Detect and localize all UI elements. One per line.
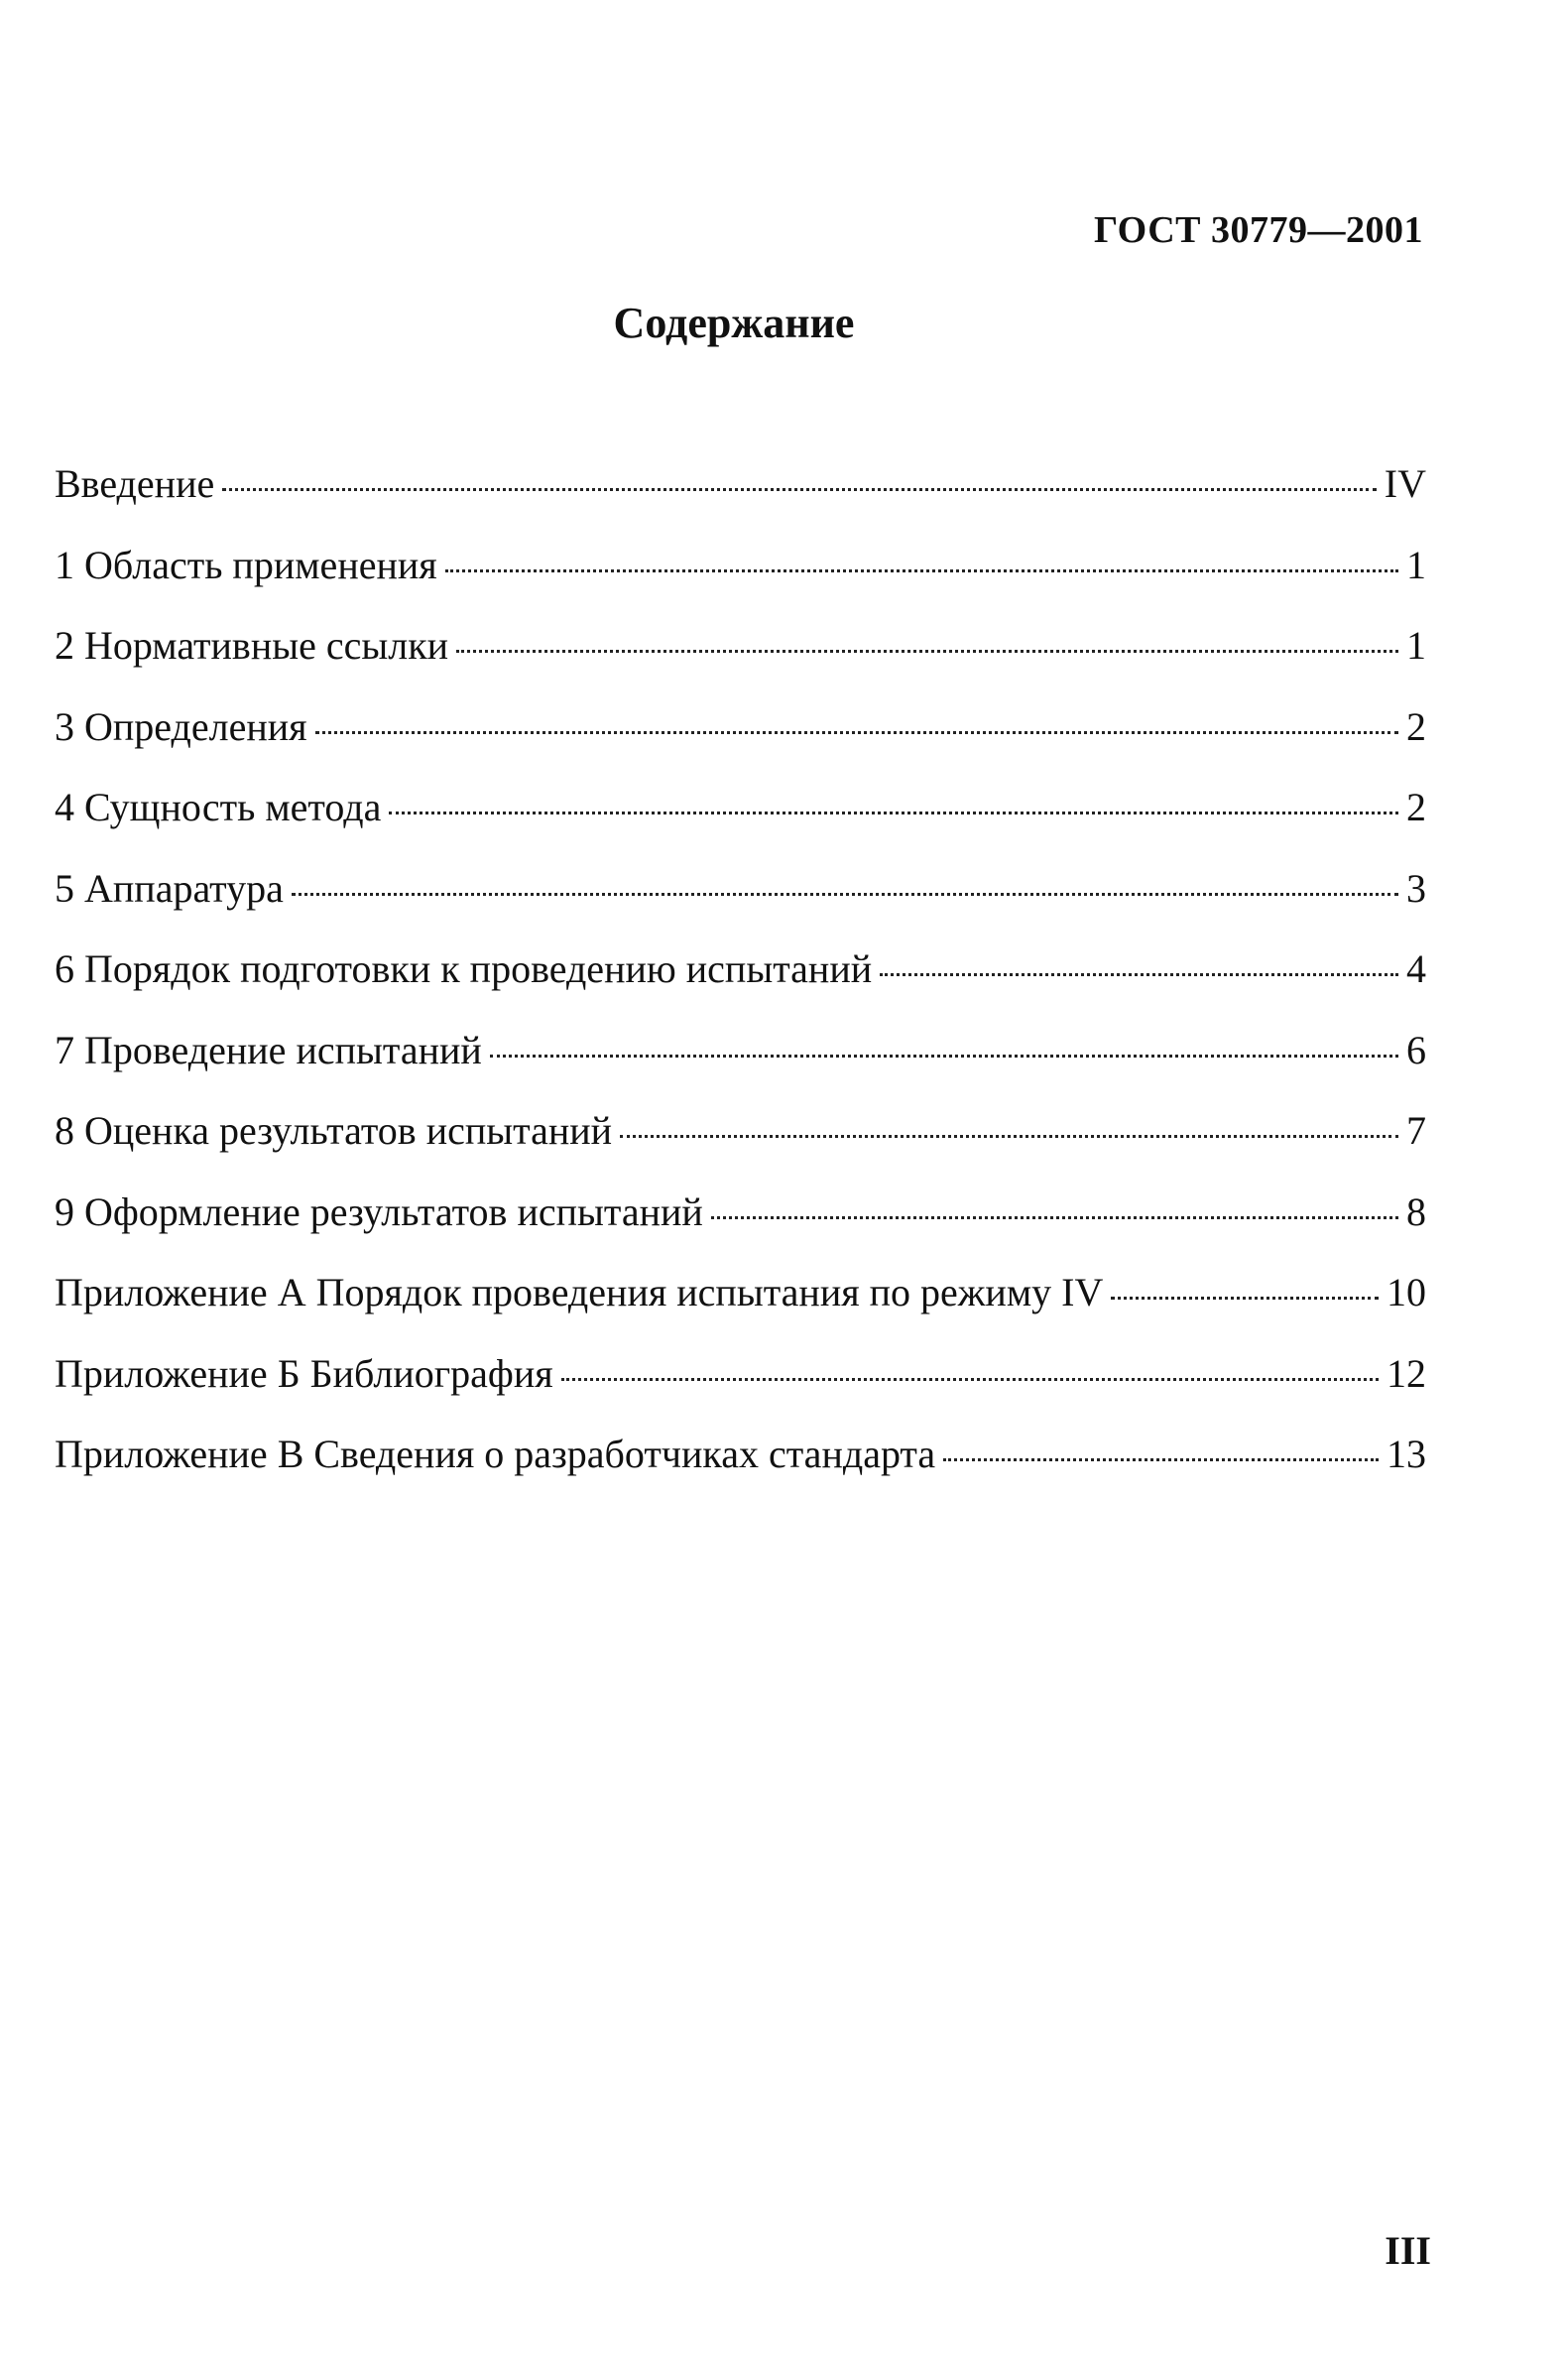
toc-dot-leader	[389, 812, 1398, 814]
toc-dot-leader	[1111, 1297, 1379, 1300]
toc-dot-leader	[222, 488, 1377, 491]
toc-entry-label: 6 Порядок подготовки к проведению испытаний	[55, 946, 873, 991]
toc-entry-label: 4 Сущность метода	[55, 785, 382, 829]
toc-entry-label: 1 Область применения	[55, 542, 437, 587]
toc-dot-leader	[711, 1216, 1398, 1219]
toc-entry-label: Приложение В Сведения о разработчиках стандарта	[55, 1432, 936, 1476]
toc-entry-label: Введение	[55, 461, 215, 506]
toc-title: Содержание	[613, 299, 855, 347]
toc-entry-definitions[interactable]	[55, 703, 1426, 789]
toc-dot-leader	[292, 893, 1398, 896]
table-of-contents	[55, 461, 1426, 1516]
toc-entry-page: 2	[1406, 785, 1426, 829]
toc-entry-page: 10	[1387, 1270, 1426, 1314]
toc-dot-leader	[315, 731, 1398, 734]
toc-entry-page: 7	[1406, 1108, 1426, 1153]
document-code: ГОСТ 30779—2001	[1093, 209, 1423, 251]
toc-entry-page: 4	[1406, 946, 1426, 991]
toc-entry-appendix-a[interactable]	[55, 1270, 1426, 1354]
toc-entry-scope[interactable]	[55, 542, 1426, 627]
toc-dot-leader	[880, 973, 1398, 976]
toc-entry-page: 6	[1406, 1027, 1426, 1072]
toc-dot-leader	[490, 1055, 1398, 1058]
toc-entry-label: Приложение А Порядок проведения испытания по режиму IV	[55, 1270, 1104, 1314]
toc-entry-method-essence[interactable]	[55, 785, 1426, 869]
toc-dot-leader	[445, 569, 1398, 572]
toc-entry-label: 2 Нормативные ссылки	[55, 623, 449, 668]
toc-dot-leader	[456, 650, 1398, 653]
toc-entry-apparatus[interactable]	[55, 865, 1426, 950]
toc-entry-label: 9 Оформление результатов испытаний	[55, 1188, 703, 1234]
toc-entry-label: 5 Аппаратура	[55, 865, 284, 911]
toc-entry-page: 12	[1387, 1350, 1426, 1396]
toc-entry-label: 3 Определения	[55, 703, 307, 749]
toc-entry-test-procedure[interactable]	[55, 1027, 1426, 1112]
toc-entry-results-evaluation[interactable]	[55, 1108, 1426, 1192]
toc-entry-page: 3	[1406, 865, 1426, 911]
toc-entry-introduction[interactable]	[55, 461, 1426, 546]
toc-entry-results-reporting[interactable]	[55, 1188, 1426, 1274]
toc-entry-page: IV	[1384, 461, 1426, 506]
toc-entry-test-preparation[interactable]	[55, 946, 1426, 1031]
toc-entry-page: 1	[1406, 623, 1426, 668]
toc-dot-leader	[561, 1378, 1379, 1381]
toc-entry-page: 8	[1406, 1188, 1426, 1234]
toc-dot-leader	[943, 1458, 1379, 1461]
toc-entry-page: 13	[1387, 1432, 1426, 1476]
toc-entry-label: Приложение Б Библиография	[55, 1350, 553, 1396]
toc-entry-appendix-b[interactable]	[55, 1350, 1426, 1436]
toc-dot-leader	[620, 1135, 1398, 1138]
page-number: III	[1385, 2228, 1431, 2273]
toc-entry-page: 2	[1406, 703, 1426, 749]
toc-entry-label: 8 Оценка результатов испытаний	[55, 1108, 613, 1153]
toc-entry-label: 7 Проведение испытаний	[55, 1027, 482, 1072]
toc-entry-appendix-v[interactable]	[55, 1432, 1426, 1516]
toc-entry-normative-references[interactable]	[55, 623, 1426, 707]
toc-entry-page: 1	[1406, 542, 1426, 587]
